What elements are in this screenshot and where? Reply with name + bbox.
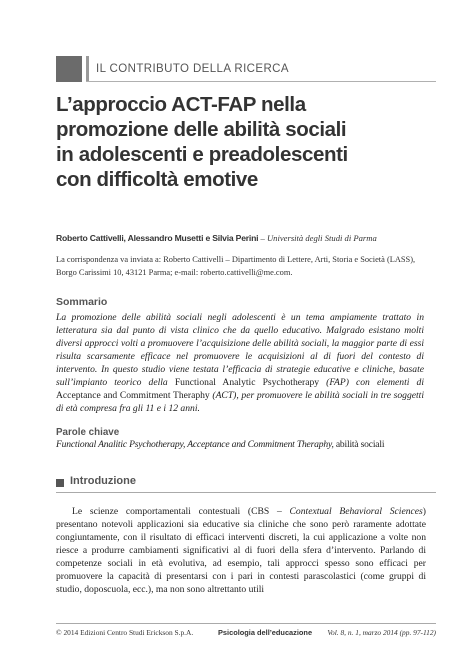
abstract-text (56, 311, 424, 415)
author-names: Roberto Cattivelli, Alessandro Musetti e Silvia Perini (56, 233, 259, 243)
section-tag (56, 56, 436, 82)
author-separator: – (258, 233, 267, 243)
abstract-roman: Functional Analytic Psychotherapy (174, 377, 320, 388)
abstract-roman: Acceptance and Commitment Theraphy (56, 390, 210, 401)
keywords-italic: Functional Analitic Psychotherapy, Acceptance and Commitment Theraphy, (56, 439, 336, 450)
title-line: in adolescenti e preadolescenti (56, 143, 348, 166)
section-rule (86, 81, 436, 82)
title-line: L’approccio ACT-FAP nella (56, 93, 306, 116)
keywords-roman: abilità sociali (335, 439, 385, 450)
heading-rule (56, 492, 436, 493)
footer-journal: Psicologia dell’educazione (218, 628, 313, 637)
section-marker-bar (86, 56, 89, 82)
body-span: Le scienze comportamentali contestuali (CBS – (72, 506, 290, 517)
abstract-italic: (ACT), per promuovere le abilità sociali in tre soggetti di età compresa fra gli 11 e i 12 anni. (56, 390, 424, 414)
title-line: promozione delle abilità sociali (56, 118, 347, 141)
keywords-text (56, 439, 436, 450)
section-marker-box (56, 56, 82, 82)
footer-volume: Vol. 8, n. 1, marzo 2014 (pp. 97-112) (327, 628, 436, 637)
introduzione-heading: Introduzione (70, 475, 136, 487)
abstract-italic: La promozione delle abilità sociali negli adolescenti è un tema ampiamente trattato in letteratura sia dal punto di vista clinico che da quello educativo. Malgrado esistano molti diversi approcci volti a promuovere l’acquisizione delle abilità sociali, la maggior parte di essi risulta scarsamente efficace nel promuovere le acquisizioni al di fuori del contesto di intervento. In questo studio viene testata l’efficacia di strategie educative e cliniche, basate sull’impianto teorico della (56, 312, 424, 388)
authors-line (56, 233, 436, 243)
footer (56, 628, 436, 640)
correspondence-line: Borgo Carissimi 10, 43121 Parma; e-mail: roberto.cattivelli@me.com. (56, 268, 293, 277)
body-text (56, 505, 426, 596)
heading-square-marker (56, 479, 64, 487)
title-line: con difficoltà emotive (56, 168, 258, 191)
body-span-italic: Contextual Behavioral Sciences (289, 506, 423, 517)
keywords-heading: Parole chiave (56, 427, 120, 438)
body-span: ) presentano notevoli applicazioni sia educative sia cliniche che sono però raramente adottate congiuntamente, con il risultato di efficaci interventi discreti, la cui applicazione a volte non riesce a produrre cambiamenti significativi al di fuori della sfera d’intervento. Parlando di competenze sociali in età evolutiva, ad esempio, tali approcci spesso sono efficaci per promuovere la capacità di presentarsi con i pari in contesti parascolastici (come gruppi di studio, doposcuola, ecc.), ma non sono altrettanto utili (56, 506, 426, 595)
body-paragraph (56, 505, 426, 596)
correspondence (56, 253, 436, 279)
abstract-italic: (FAP) con elementi di (319, 377, 424, 388)
introduzione-heading-block (56, 474, 436, 492)
sommario-heading: Sommario (56, 296, 108, 308)
footer-rule (56, 623, 436, 624)
author-affiliation: Università degli Studi di Parma (266, 233, 377, 243)
correspondence-line: La corrispondenza va inviata a: Roberto Cattivelli – Dipartimento di Lettere, Arti, Storia e Società (LASS), (56, 255, 416, 264)
article-title (56, 92, 416, 192)
footer-copyright: © 2014 Edizioni Centro Studi Erickson S.p.A. (56, 628, 194, 637)
section-label: IL CONTRIBUTO DELLA RICERCA (96, 63, 289, 75)
